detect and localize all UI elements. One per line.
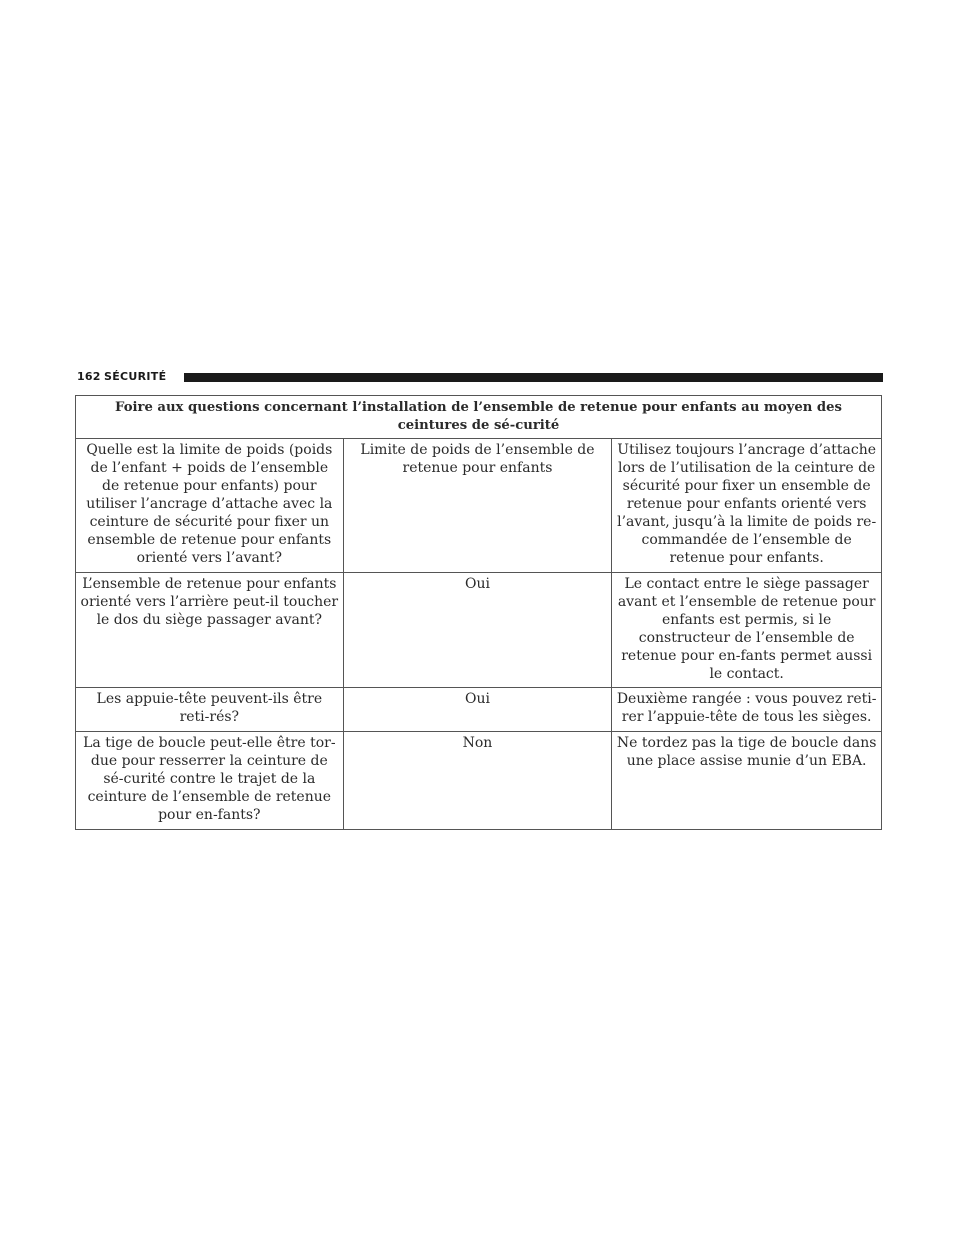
header-rule bbox=[184, 373, 883, 382]
question-cell: Les appuie-tête peuvent-ils être reti-rés? bbox=[76, 688, 344, 732]
comment-cell: Le contact entre le siège passager avant et l’ensemble de retenue pour enfants est permis, si le constructeur de l’ensemble de retenue pour en-fants permet aussi le contact. bbox=[612, 573, 882, 688]
table-row bbox=[76, 573, 882, 688]
answer-cell: Oui bbox=[343, 573, 612, 688]
question-cell: La tige de boucle peut-elle être tor-due pour resserrer la ceinture de sé-curité contre le trajet de la ceinture de l’ensemble de retenue pour en-fants? bbox=[76, 732, 344, 830]
page-header bbox=[77, 368, 883, 386]
table-header-row bbox=[76, 396, 882, 439]
answer-cell: Oui bbox=[343, 688, 612, 732]
table-row bbox=[76, 439, 882, 573]
faq-table bbox=[75, 395, 882, 830]
table-title: Foire aux questions concernant l’installation de l’ensemble de retenue pour enfants au moyen des ceintures de sé-curité bbox=[76, 396, 882, 439]
table-row bbox=[76, 732, 882, 830]
comment-cell: Ne tordez pas la tige de boucle dans une place assise munie d’un EBA. bbox=[612, 732, 882, 830]
page-number: 162 bbox=[77, 370, 101, 383]
comment-cell: Utilisez toujours l’ancrage d’attache lors de l’utilisation de la ceinture de sécurité pour fixer un ensemble de retenue pour enfants orienté vers l’avant, jusqu’à la limite de poids re-commandée de l’ensemble de retenue pour enfants. bbox=[612, 439, 882, 573]
table-row bbox=[76, 688, 882, 732]
answer-cell: Non bbox=[343, 732, 612, 830]
comment-cell: Deuxième rangée : vous pouvez reti-rer l’appuie-tête de tous les sièges. bbox=[612, 688, 882, 732]
answer-cell: Limite de poids de l’ensemble de retenue pour enfants bbox=[343, 439, 612, 573]
question-cell: Quelle est la limite de poids (poids de l’enfant + poids de l’ensemble de retenue pour enfants) pour utiliser l’ancrage d’attache avec la ceinture de sécurité pour fixer un ensemble de retenue pour enfants orienté vers l’avant? bbox=[76, 439, 344, 573]
section-title: SÉCURITÉ bbox=[104, 370, 167, 383]
question-cell: L’ensemble de retenue pour enfants orienté vers l’arrière peut-il toucher le dos du siège passager avant? bbox=[76, 573, 344, 688]
